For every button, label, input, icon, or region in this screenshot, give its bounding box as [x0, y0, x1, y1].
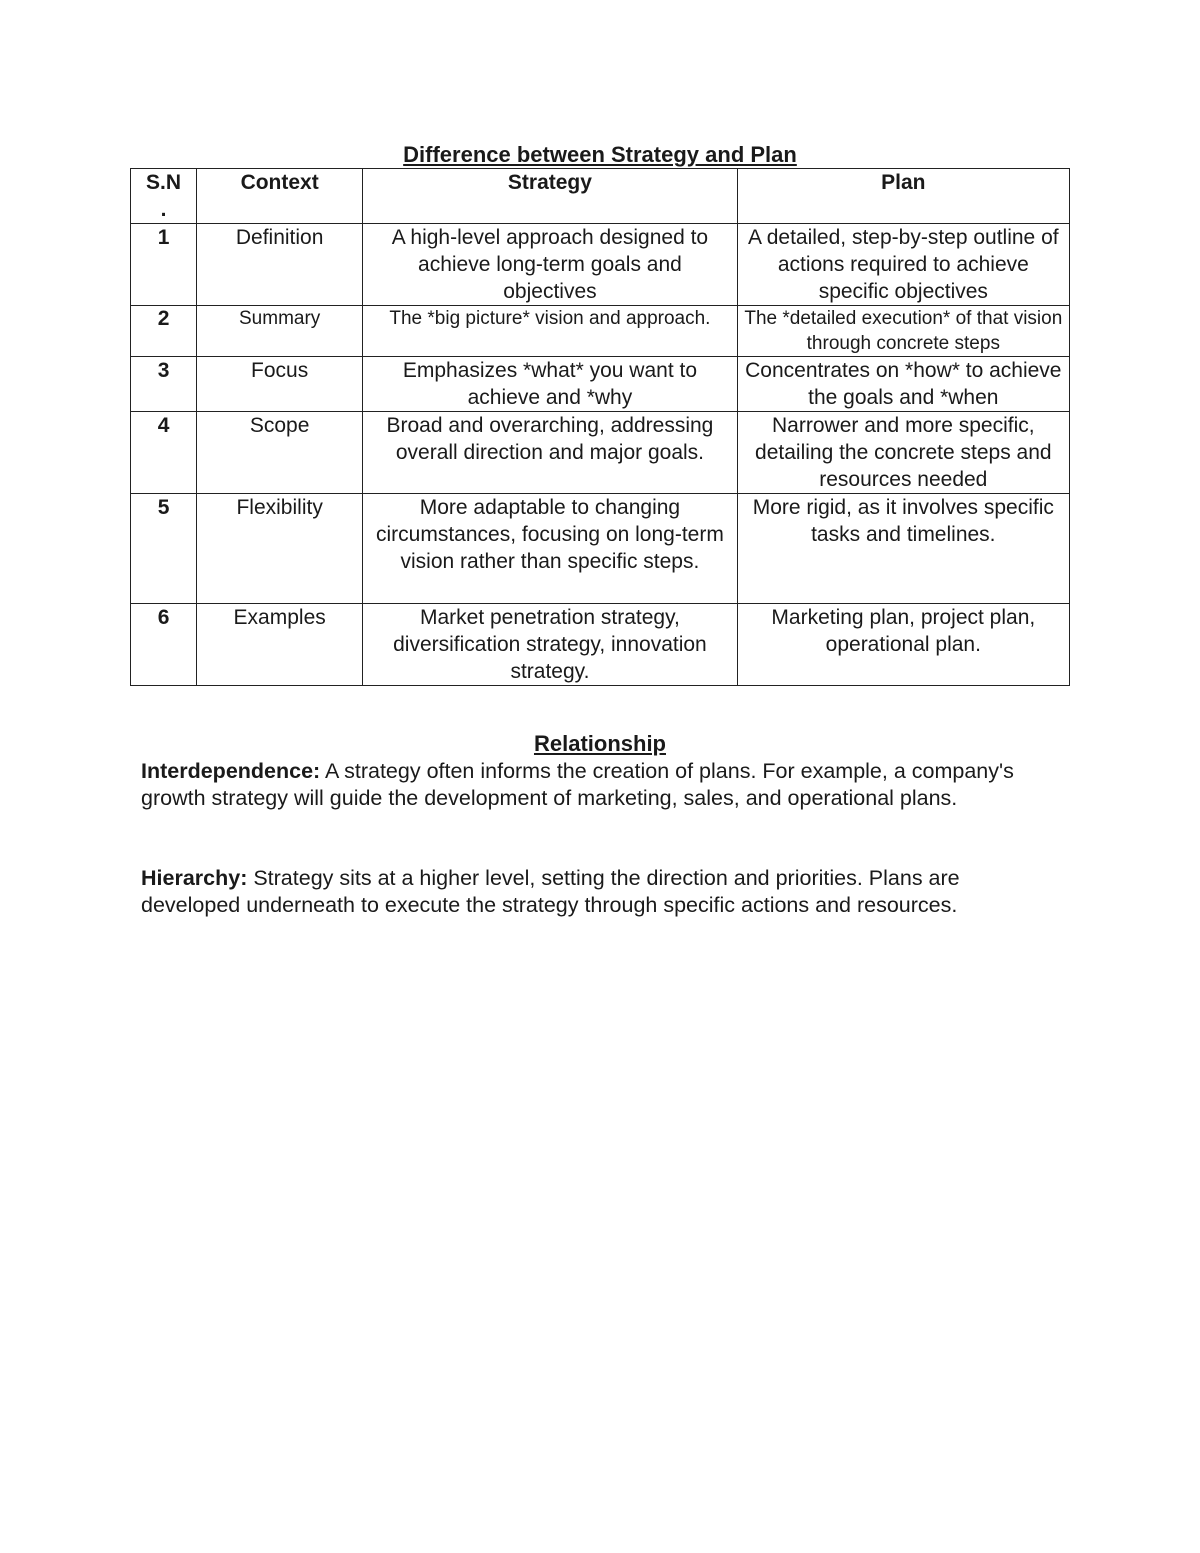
interdependence-term: Interdependence:: [141, 759, 321, 783]
table-row: [131, 494, 1070, 604]
row-plan: Narrower and more specific, detailing the concrete steps and resources needed: [737, 412, 1069, 494]
table-row: [131, 412, 1070, 494]
row-strategy: Market penetration strategy, diversification strategy, innovation strategy.: [363, 604, 737, 686]
row-context: Scope: [197, 412, 363, 494]
table-row: [131, 224, 1070, 306]
row-strategy: More adaptable to changing circumstances, focusing on long-term vision rather than specific steps.: [363, 494, 737, 604]
row-number: 2: [131, 306, 197, 357]
header-strategy: Strategy: [363, 169, 737, 224]
table-row: [131, 604, 1070, 686]
row-plan: More rigid, as it involves specific tasks and timelines.: [737, 494, 1069, 604]
row-number: 4: [131, 412, 197, 494]
row-plan: The *detailed execution* of that vision through concrete steps: [737, 306, 1069, 357]
row-context: Flexibility: [197, 494, 363, 604]
header-plan: Plan: [737, 169, 1069, 224]
row-strategy: The *big picture* vision and approach.: [363, 306, 737, 357]
row-context: Examples: [197, 604, 363, 686]
hierarchy-paragraph: [141, 865, 1041, 919]
relationship-heading: Relationship: [533, 731, 666, 756]
table-row: [131, 357, 1070, 412]
row-plan: A detailed, step-by-step outline of actions required to achieve specific objectives: [737, 224, 1069, 306]
row-context: Focus: [197, 357, 363, 412]
header-context: Context: [197, 169, 363, 224]
header-sn: S.N .: [131, 169, 197, 224]
hierarchy-term: Hierarchy:: [141, 866, 248, 890]
row-number: 5: [131, 494, 197, 604]
comparison-table: [130, 168, 1070, 686]
hierarchy-text: Strategy sits at a higher level, setting the direction and priorities. Plans are developed underneath to execute the strategy through specific actions and resources.: [141, 866, 960, 917]
row-number: 3: [131, 357, 197, 412]
table-title: Difference between Strategy and Plan: [403, 142, 797, 167]
row-context: Summary: [197, 306, 363, 357]
row-plan: Marketing plan, project plan, operational plan.: [737, 604, 1069, 686]
row-strategy: A high-level approach designed to achieve long-term goals and objectives: [363, 224, 737, 306]
row-number: 1: [131, 224, 197, 306]
interdependence-paragraph: [141, 758, 1041, 812]
table-header-row: [131, 169, 1070, 224]
row-strategy: Emphasizes *what* you want to achieve and *why: [363, 357, 737, 412]
row-context: Definition: [197, 224, 363, 306]
interdependence-text: A strategy often informs the creation of plans. For example, a company's growth strategy will guide the development of marketing, sales, and operational plans.: [141, 759, 1014, 810]
table-row: [131, 306, 1070, 357]
row-strategy: Broad and overarching, addressing overall direction and major goals.: [363, 412, 737, 494]
row-plan: Concentrates on *how* to achieve the goals and *when: [737, 357, 1069, 412]
row-number: 6: [131, 604, 197, 686]
